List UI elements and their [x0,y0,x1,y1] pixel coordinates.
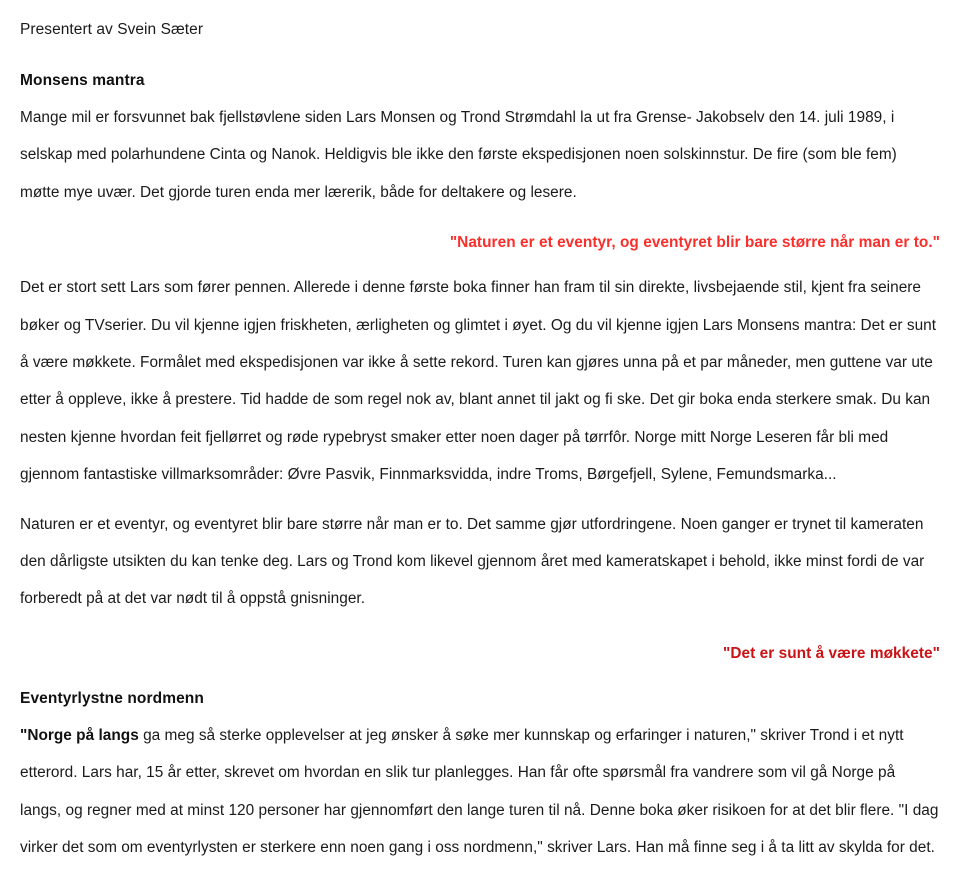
paragraph-naturen-eventyr: Naturen er et eventyr, og eventyret blir bare større når man er to. Det samme gjør utfordringene. Noen ganger er trynet til kameraten den dårligste utsikten du kan tenke deg. Lars og Trond kom likevel gjennom året med kameratskapet i behold, ikke minst fordi de var forberedt på at det var nødt til å oppstå gnisninger. [20,515,925,608]
spacer-after-heading-two [20,708,940,717]
spacer-after-heading-one [20,90,940,99]
spacer-before-quote-one [20,211,940,229]
spacer-after-quote-one [20,257,940,269]
spacer-after-byline [20,41,940,72]
section-heading-eventyrlystne-nordmenn: Eventyrlystne nordmenn [20,689,204,707]
paragraph-rest: ga meg så sterke opplevelser at jeg ønsker å søke mer kunnskap og erfaringer i naturen," skriver Trond i et nytt etterord. Lars har, 15 år etter, skrevet om hvordan en slik tur planlegges. Han får ofte spørsmål fra vandrere som vil gå Norge på langs, og regner med at minst 120 personer har gjennomført den lange turen til nå. Denne boka øker risikoen for at det blir flere. "I dag virker det som om eventyrlysten er sterkere enn noen gang i oss nordmenn," skriver Lars. Han må finne seg i å ta litt av skylda for det. [20,726,939,857]
spacer-before-quote-two [20,618,940,640]
paragraph-bold-lead: "Norge på langs [20,726,139,744]
pull-quote-naturen-er-et-eventyr: "Naturen er et eventyr, og eventyret blir bare større når man er to." [449,234,940,252]
byline: Presentert av Svein Sæter [20,21,204,38]
spacer-after-quote-two [20,668,940,690]
spacer-between-paragraphs [20,494,940,506]
paragraph-lars-penn: Det er stort sett Lars som fører pennen. Allerede i denne første boka finner han fram til sin direkte, livsbejaende stil, kjent fra seinere bøker og TVserier. Du vil kjenne igjen friskheten, ærligheten og glimtet i øyet. Og du vil kjenne igjen Lars Monsens mantra: Det er sunt å være møkkete. Formålet med ekspedisjonen var ikke å sette rekord. Turen kan gjøres unna på et par måneder, men guttene var ute etter å oppleve, ikke å prestere. Tid hadde de som regel nok av, blant annet til jakt og fi ske. Det gir boka enda sterkere smak. Du kan nesten kjenne hvordan feit fjellørret og røde rypebryst smaker etter noen dager på tørrfôr. Norge mitt Norge Leseren får bli med gjennom fantastiske villmarksområder: Øvre Pasvik, Finnmarksvidda, indre Troms, Børgefjell, Sylene, Femundsmarka... [20,279,937,484]
section-heading-monsens-mantra: Monsens mantra [20,72,145,89]
pull-quote-det-er-sunt: "Det er sunt å være møkkete" [722,644,940,662]
paragraph-intro: Mange mil er forsvunnet bak fjellstøvlene siden Lars Monsen og Trond Strømdahl la ut fra Grense- Jakobselv den 14. juli 1989, i selskap med polarhundene Cinta og Nanok. Heldigvis ble ikke den første ekspedisjonen noen solskinnstur. De fire (som ble fem) møtte mye uvær. Det gjorde turen enda mer lærerik, både for deltakere og lesere. [20,109,897,201]
paragraph-norge-paa-langs [20,717,940,867]
